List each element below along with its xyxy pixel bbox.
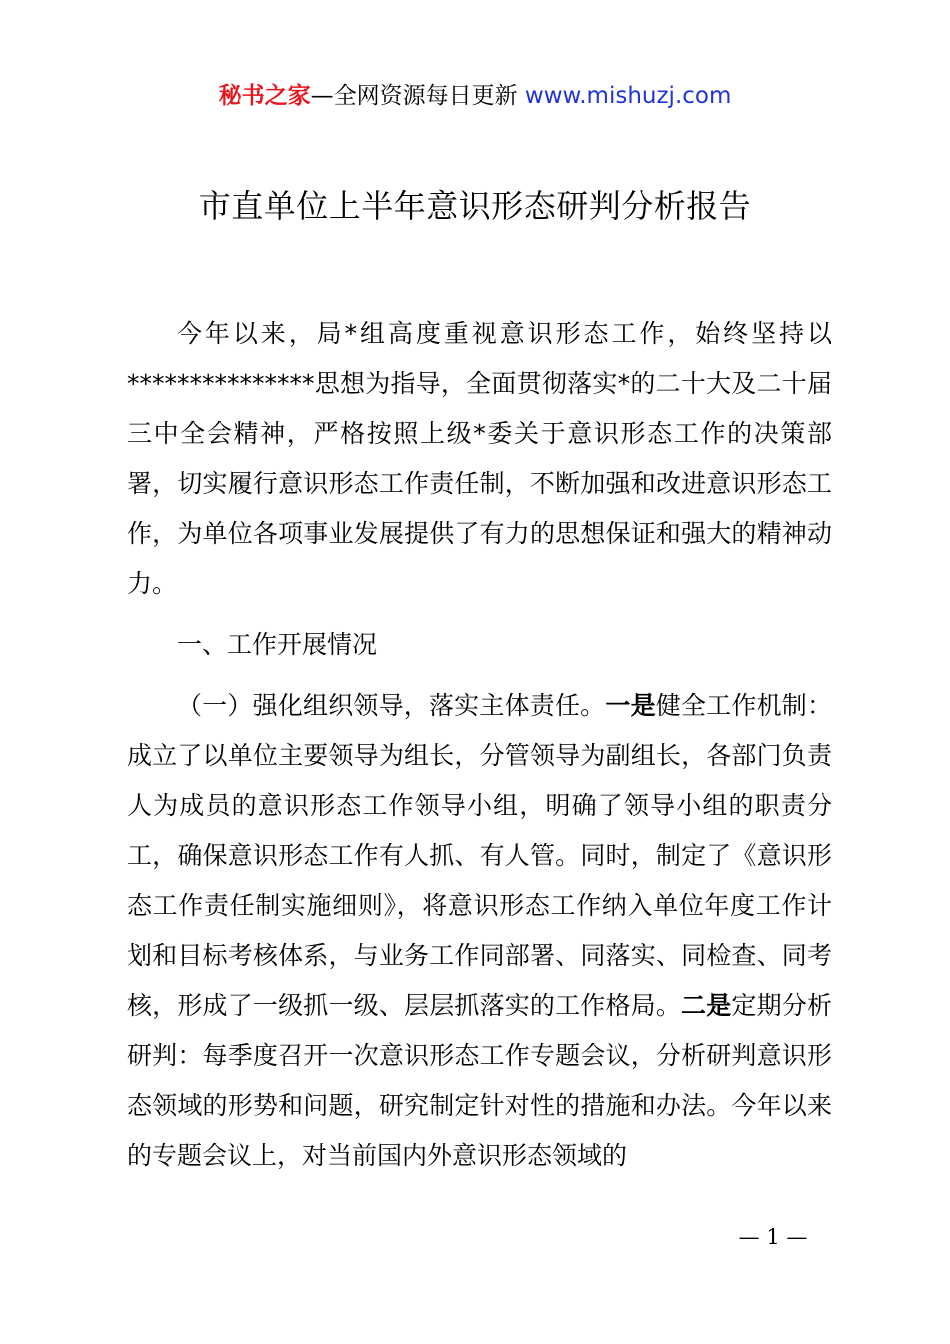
- subsection-lead: （一）强化组织领导，落实主体责任。: [177, 691, 606, 720]
- page-number: — 1 —: [738, 1225, 808, 1249]
- site-header: [0, 80, 950, 112]
- section-heading: 一、工作开展情况: [177, 630, 378, 659]
- header-slogan: —全网资源每日更新: [310, 83, 518, 109]
- item-one-text: 健全工作机制：成立了以单位主要领导为组长，分管领导为副组长，各部门负责人为成员的意识形态工作领导小组，明确了领导小组的职责分工，确保意识形态工作有人抓、有人管。同时，制定了《意识形态工作责任制实施细则》，将意识形态工作纳入单位年度工作计划和目标考核体系，与业务工作同部署、同落实、同检查、同考核，形成了一级抓一级、层层抓落实的工作格局。: [127, 691, 832, 1020]
- item-two-label: 二是: [681, 991, 732, 1020]
- document-title: 市直单位上半年意识形态研判分析报告: [198, 187, 752, 225]
- intro-paragraph: 今年以来，局*组高度重视意识形态工作，始终坚持以***************思想为指导，全面贯彻落实*的二十大及二十届三中全会精神，严格按照上级*委关于意识形态工作的决策部署，切实履行意识形态工作责任制，不断加强和改进意识形态工作，为单位各项事业发展提供了有力的思想保证和强大的精神动力。: [127, 319, 832, 598]
- brand-name: 秘书之家: [218, 83, 311, 109]
- item-one-label: 一是: [605, 691, 656, 720]
- document-body: [127, 309, 832, 1192]
- item-two-text: 定期分析研判：每季度召开一次意识形态工作专题会议，分析研判意识形态领域的形势和问题，研究制定针对性的措施和办法。今年以来的专题会议上，对当前国内外意识形态领域的: [127, 991, 832, 1170]
- site-url[interactable]: www.mishuzj.com: [517, 83, 732, 109]
- subsection-paragraph: [127, 681, 832, 1181]
